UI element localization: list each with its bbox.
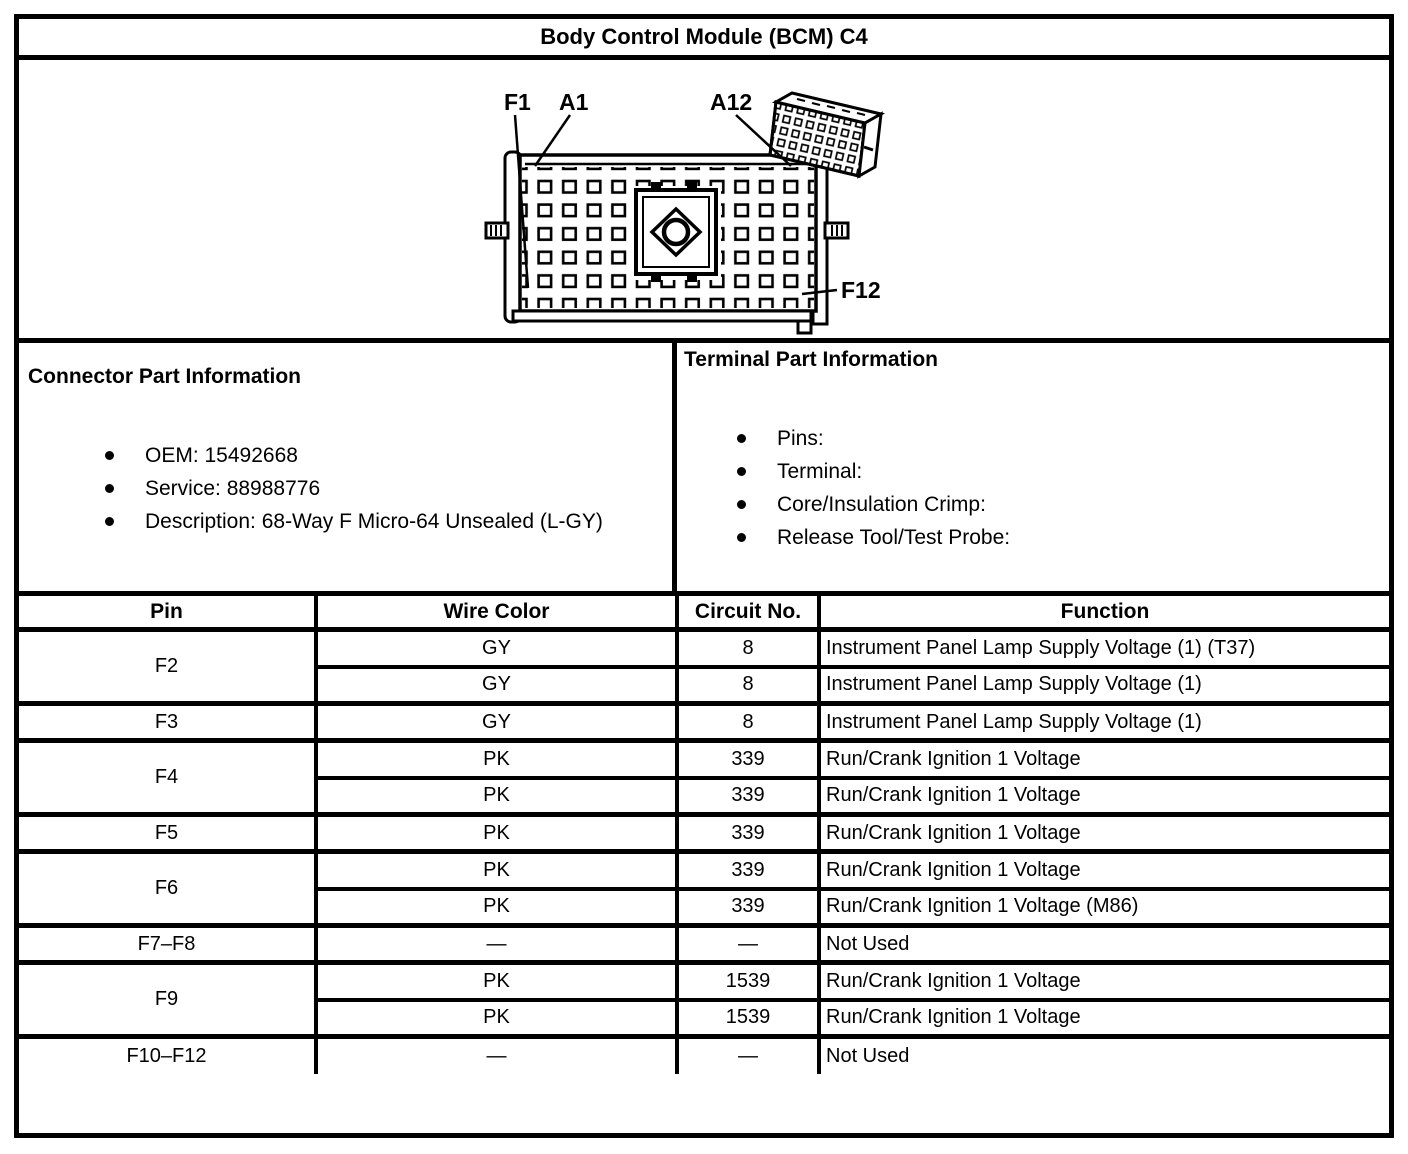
spec-item: OEM: 15492668 [105, 439, 672, 472]
spec-item: Pins: [737, 422, 1389, 455]
connector-part-info-heading: Connector Part Information [28, 365, 302, 388]
page-title: Body Control Module (BCM) C4 [19, 19, 1389, 60]
connector-part-info-list [105, 439, 672, 538]
table-row [19, 630, 1389, 667]
spec-item: Description: 68-Way F Micro-64 Unsealed (L-GY) [105, 505, 672, 538]
connector-diagram-svg [19, 60, 1394, 338]
spec-item: Core/Insulation Crimp: [737, 488, 1389, 521]
wire-color-cell: GY [316, 630, 677, 667]
center-keying-feature [631, 182, 721, 282]
circuit-no-cell: — [677, 1037, 819, 1074]
pin-cell: F6 [19, 852, 316, 926]
circuit-no-cell: 339 [677, 815, 819, 852]
circuit-no-cell: 8 [677, 630, 819, 667]
part-information-row [19, 338, 1389, 591]
connector-face-view [486, 140, 848, 333]
function-cell: Run/Crank Ignition 1 Voltage [819, 1000, 1389, 1037]
bcm-c4-connector-sheet [14, 14, 1394, 1138]
table-row [19, 926, 1389, 963]
pin-cell: F5 [19, 815, 316, 852]
connector-bottom-lip [513, 311, 811, 321]
pin-function-table [19, 591, 1389, 1074]
circuit-no-cell: 339 [677, 852, 819, 889]
wire-color-cell: PK [316, 889, 677, 926]
function-cell: Run/Crank Ignition 1 Voltage [819, 815, 1389, 852]
wire-color-cell: PK [316, 963, 677, 1000]
circuit-no-cell: — [677, 926, 819, 963]
pin-label-f1: F1 [504, 89, 531, 115]
column-header-wire-color: Wire Color [316, 594, 677, 630]
wire-color-cell: PK [316, 741, 677, 778]
wire-color-cell: PK [316, 815, 677, 852]
wire-color-cell: — [316, 926, 677, 963]
column-header-circuit-no: Circuit No. [677, 594, 819, 630]
circuit-no-cell: 8 [677, 704, 819, 741]
pin-cell: F4 [19, 741, 316, 815]
pin-cell: F2 [19, 630, 316, 704]
circuit-no-cell: 8 [677, 667, 819, 704]
connector-right-wing [825, 223, 848, 238]
terminal-part-info-heading: Terminal Part Information [684, 348, 938, 371]
function-cell: Run/Crank Ignition 1 Voltage (M86) [819, 889, 1389, 926]
pin-label-a1: A1 [559, 89, 589, 115]
pin-cell: F7–F8 [19, 926, 316, 963]
wire-color-cell: GY [316, 667, 677, 704]
table-row [19, 963, 1389, 1000]
circuit-no-cell: 339 [677, 741, 819, 778]
pin-cell: F9 [19, 963, 316, 1037]
connector-diagram [19, 60, 1389, 338]
function-cell: Not Used [819, 1037, 1389, 1074]
terminal-part-info-list [737, 422, 1389, 554]
pin-label-f12: F12 [841, 277, 881, 303]
spec-item: Release Tool/Test Probe: [737, 521, 1389, 554]
function-cell: Instrument Panel Lamp Supply Voltage (1) [819, 704, 1389, 741]
wire-color-cell: — [316, 1037, 677, 1074]
table-row [19, 1037, 1389, 1074]
wire-color-cell: PK [316, 852, 677, 889]
function-cell: Instrument Panel Lamp Supply Voltage (1) [819, 667, 1389, 704]
spec-item: Terminal: [737, 455, 1389, 488]
function-cell: Run/Crank Ignition 1 Voltage [819, 963, 1389, 1000]
table-row [19, 815, 1389, 852]
circuit-no-cell: 339 [677, 889, 819, 926]
terminal-part-info [677, 343, 1389, 591]
wire-color-cell: PK [316, 778, 677, 815]
column-header-function: Function [819, 594, 1389, 630]
wire-color-cell: GY [316, 704, 677, 741]
function-cell: Instrument Panel Lamp Supply Voltage (1) (T37) [819, 630, 1389, 667]
table-row [19, 704, 1389, 741]
circuit-no-cell: 1539 [677, 963, 819, 1000]
table-row [19, 852, 1389, 889]
connector-left-wing [486, 223, 508, 238]
spec-item: Service: 88988776 [105, 472, 672, 505]
function-cell: Run/Crank Ignition 1 Voltage [819, 852, 1389, 889]
function-cell: Run/Crank Ignition 1 Voltage [819, 778, 1389, 815]
circuit-no-cell: 339 [677, 778, 819, 815]
wire-color-cell: PK [316, 1000, 677, 1037]
function-cell: Not Used [819, 926, 1389, 963]
table-header-row [19, 594, 1389, 630]
pin-cell: F10–F12 [19, 1037, 316, 1074]
connector-part-info [19, 343, 677, 591]
function-cell: Run/Crank Ignition 1 Voltage [819, 741, 1389, 778]
pin-label-a12: A12 [710, 89, 753, 115]
column-header-pin: Pin [19, 594, 316, 630]
table-row [19, 741, 1389, 778]
circuit-no-cell: 1539 [677, 1000, 819, 1037]
pin-cell: F3 [19, 704, 316, 741]
